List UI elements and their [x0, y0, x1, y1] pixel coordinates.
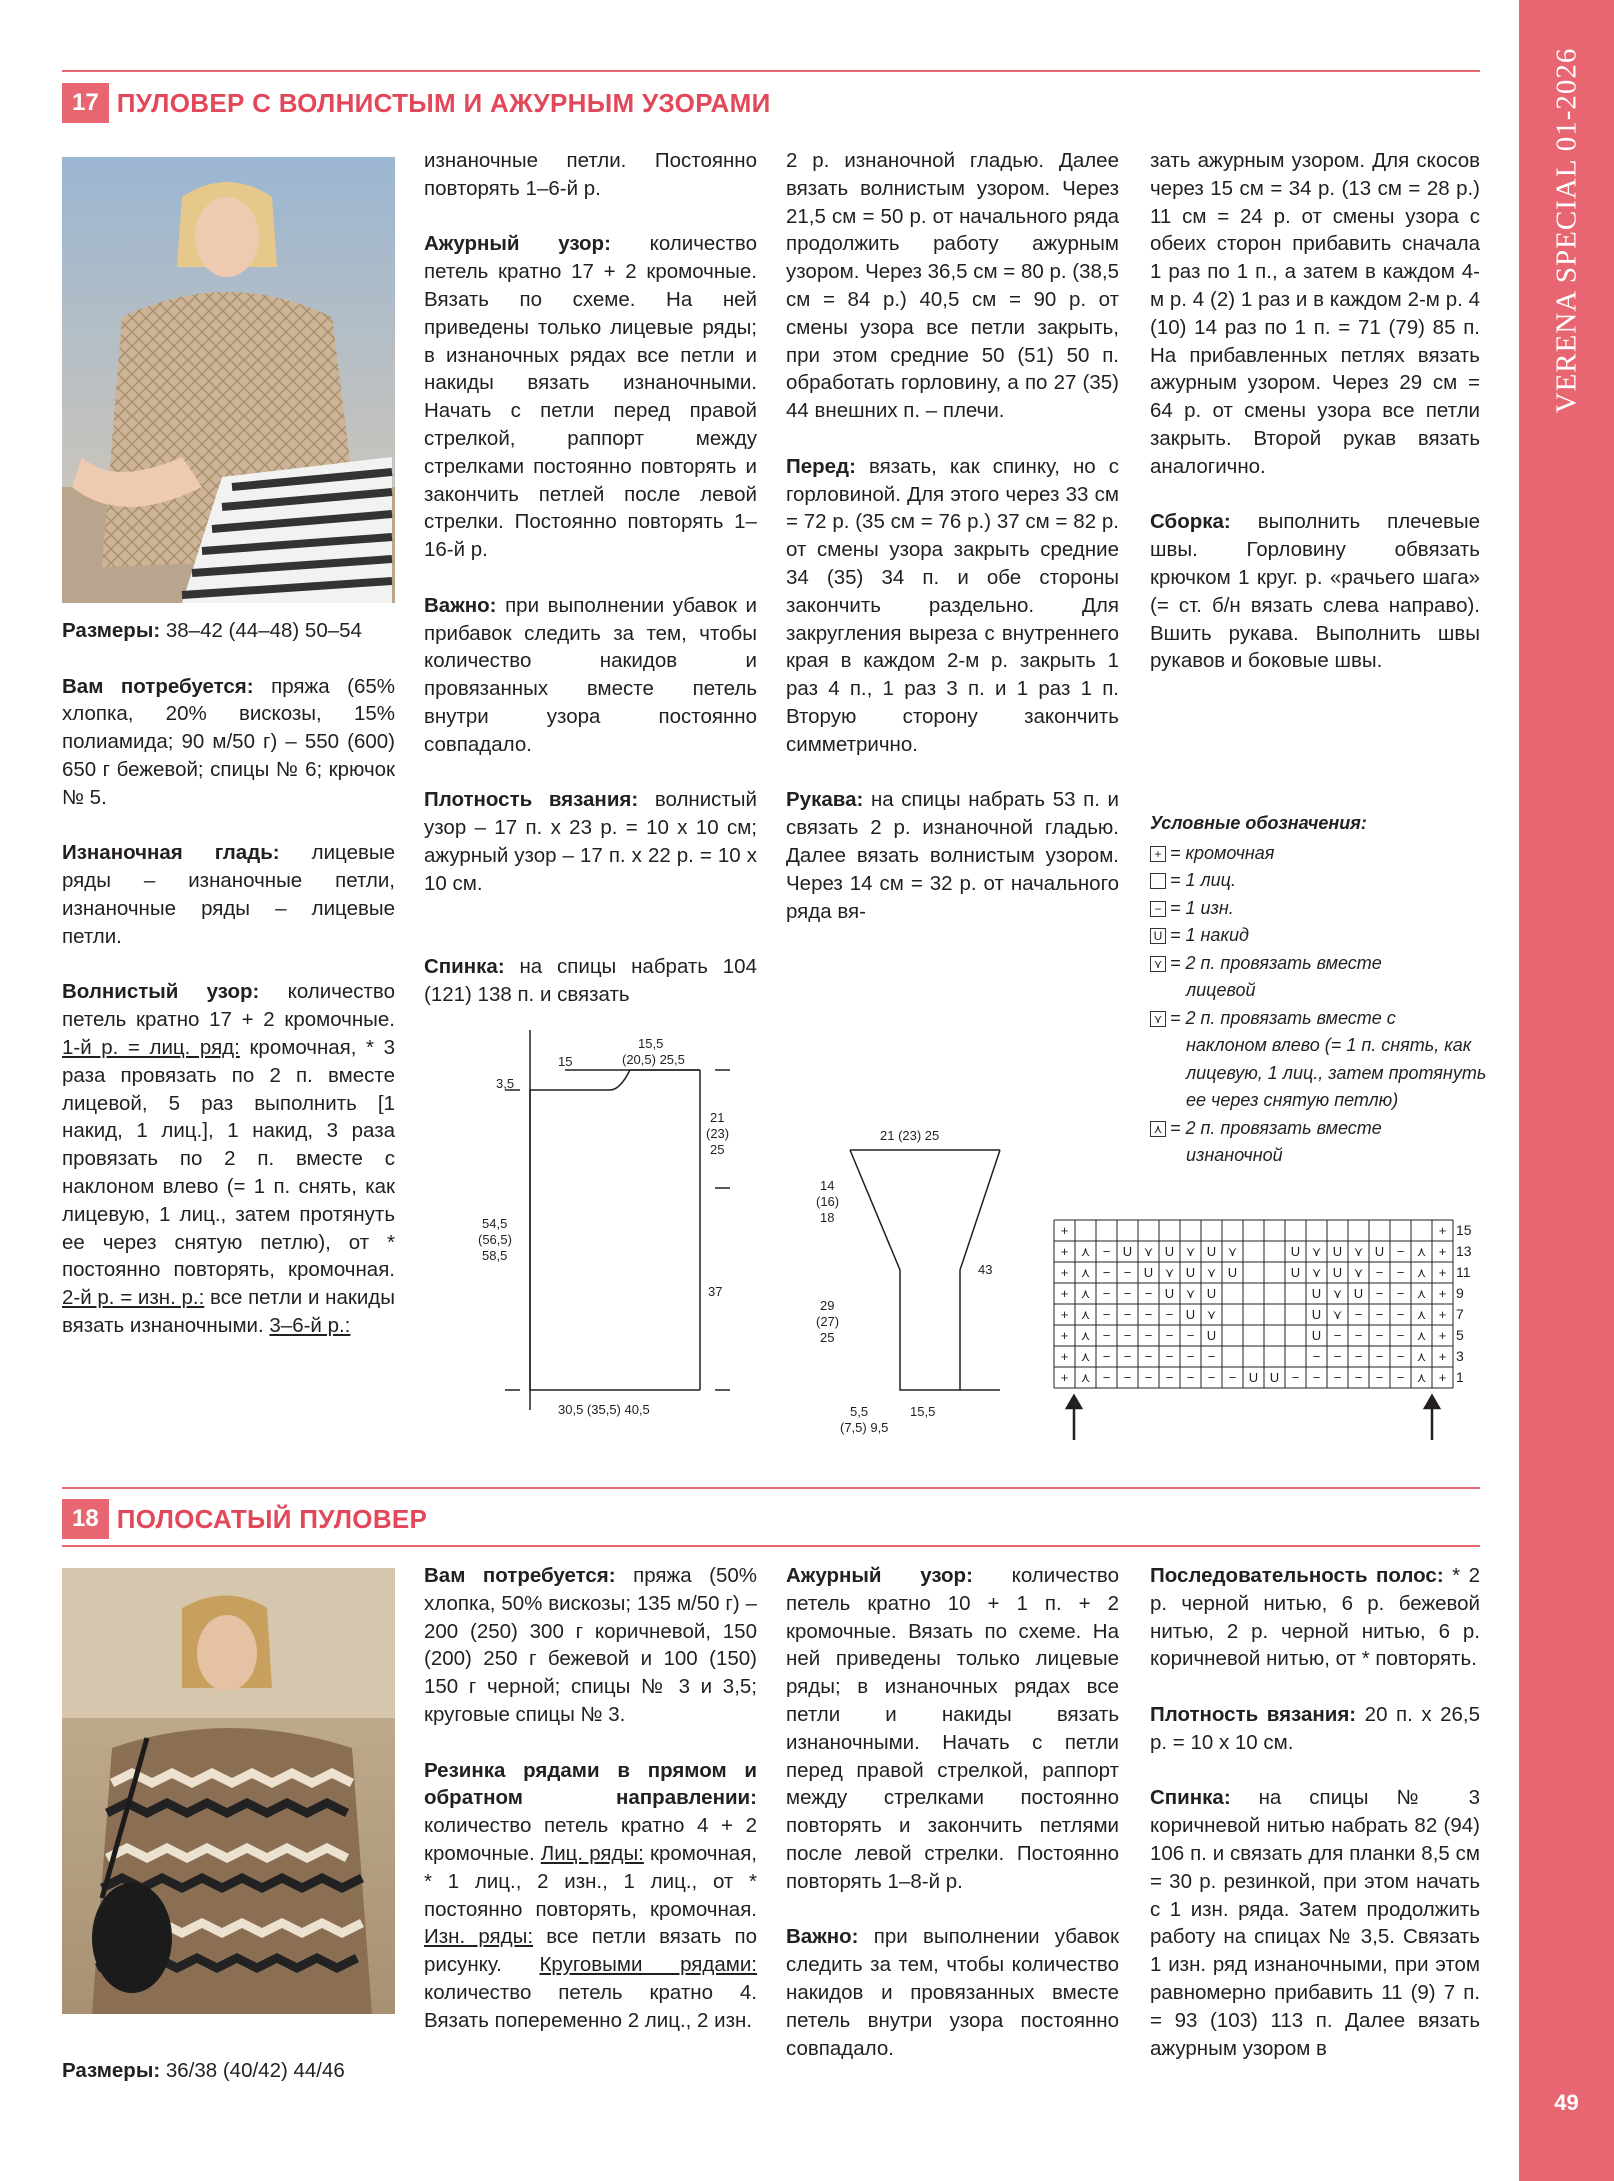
knitting-chart: [1050, 1218, 1490, 1448]
chart-symbol: −: [1396, 1307, 1405, 1322]
chart-symbol: +: [1438, 1370, 1447, 1385]
chart-symbol: U: [1290, 1244, 1301, 1259]
chart-symbol: +: [1438, 1307, 1447, 1322]
chart-symbol: +: [1438, 1328, 1447, 1343]
chart-symbol: −: [1102, 1307, 1111, 1322]
chart-symbol: −: [1312, 1370, 1321, 1385]
k2tog-icon: ⋎: [1150, 956, 1166, 972]
chart-symbol: −: [1354, 1307, 1363, 1322]
chart-symbol: ⋏: [1080, 1370, 1091, 1385]
chart-symbol: ⋎: [1227, 1244, 1238, 1259]
chart-symbol: ⋎: [1332, 1307, 1343, 1322]
chart-symbol: ⋏: [1080, 1328, 1091, 1343]
ssk-icon: ⋎: [1150, 1011, 1166, 1027]
chart-symbol: U: [1206, 1328, 1217, 1343]
section-title: ПОЛОСАТЫЙ ПУЛОВЕР: [116, 1503, 428, 1534]
s17-gauge: Плотность вязания: волнистый узор – 17 п. х 23 р. = 10 х 10 см; ажурный узор – 17 п. х 22 р. = 10 х 10 см.: [424, 788, 757, 895]
legend-item: U = 1 накид: [1150, 922, 1490, 950]
dim-text: 25: [820, 1330, 835, 1345]
chart-symbol: +: [1060, 1244, 1069, 1259]
s17-sleeves-text-1: на спицы набрать 53 п. и связать 2 р. изнаночной гладью. Далее вязать волнистым узором. Через 14 см = 32 р. от начального ряда вя-: [786, 788, 1119, 923]
chart-symbol: −: [1144, 1349, 1153, 1364]
chart-symbol: ⋎: [1311, 1265, 1322, 1280]
chart-symbol: −: [1144, 1370, 1153, 1385]
s18-column-3: [786, 1562, 1119, 2090]
sweater-17-photo: [62, 157, 395, 603]
edge-stitch-icon: +: [1150, 846, 1166, 862]
chart-symbol: +: [1438, 1265, 1447, 1280]
s18-back: Спинка: на спицы № 3 коричневой нитью набрать 82 (94) 106 п. и связать для планки 8,5 см = 30 р. резинкой, при этом начать с 1 изн. ряда. Затем продолжить работу на спицах № 3,5. Связать 1 изн. ряд изнаночными, при этом равномерно прибавить 11 (9) 7 п. = 93 (103) 113 п. Далее вязать ажурным узором в: [1150, 1786, 1481, 2060]
chart-symbol: ⋏: [1080, 1349, 1091, 1364]
chart-symbol: U: [1311, 1307, 1322, 1322]
chart-symbol: −: [1396, 1265, 1405, 1280]
legend-item: ⋏ = 2 п. провязать вместе: [1150, 1115, 1490, 1143]
chart-symbol: −: [1312, 1349, 1321, 1364]
chart-symbol: −: [1102, 1328, 1111, 1343]
s17-openwork: Ажурный узор: количество петель кратно 17 + 2 кромочные. Вязать по схеме. На ней приведены только лицевые ряды; в изнаночных рядах все петли и накиды вязать изнаночными. Начать с петли перед правой стрелкой, раппорт между стрелками постоянно повторять и закончить петлей после левой стрелки. Постоянно повторять 1–16-й р.: [424, 232, 757, 562]
legend-item-cont: лицевой: [1186, 980, 1256, 1000]
dim-text: 14: [820, 1178, 835, 1193]
chart-symbol: −: [1396, 1328, 1405, 1343]
s17-materials: Вам потребуется: пряжа (65% хлопка, 20% вискозы, 15% полиамида; 90 м/50 г) – 550 (600) 650 г бежевой; спицы № 6; крючок № 5.: [62, 674, 395, 809]
s17-sleeves-cont: [1150, 147, 1480, 481]
s17-wave-cont: изнаночные петли. Постоянно повторять 1–6-й р.: [424, 149, 757, 200]
chart-symbol: −: [1396, 1349, 1405, 1364]
row-number: 11: [1456, 1264, 1471, 1280]
s17-assembly: Сборка: выполнить плечевые швы. Горловину обвязать крючком 1 круг. р. «рачьего шага» (= ст. б/н вязать слева направо). Вшить рукава. Выполнить швы рукавов и боковые швы.: [1150, 510, 1480, 673]
chart-symbol: −: [1102, 1265, 1111, 1280]
chart-symbol: ⋏: [1080, 1307, 1091, 1322]
chart-symbol: −: [1375, 1328, 1384, 1343]
chart-symbol: −: [1144, 1328, 1153, 1343]
row-number: 13: [1456, 1243, 1472, 1259]
section-number: 18: [62, 1499, 109, 1539]
chart-symbol: −: [1207, 1370, 1216, 1385]
chart-symbol: ⋎: [1206, 1307, 1217, 1322]
chart-symbol: −: [1354, 1349, 1363, 1364]
dim-text: (27): [816, 1314, 840, 1329]
sweater-18-photo: [62, 1568, 395, 2014]
chart-symbol: ⋏: [1416, 1265, 1427, 1280]
chart-symbol: +: [1060, 1328, 1069, 1343]
section-divider: [62, 70, 1480, 72]
s18-openwork: Ажурный узор: количество петель кратно 10 + 1 п. + 2 кромочные. Вязать по схеме. На ней приведены только лицевые ряды; в изнаночных рядах все петли и накиды вязать изнаночными. Начать с петли перед правой стрелкой, раппорт между стрелками постоянно повторять и закончить петлями после левой стрелки. Постоянно повторять 1–8-й р.: [786, 1564, 1119, 1893]
chart-legend: [1150, 810, 1490, 1170]
chart-symbol: ⋏: [1416, 1349, 1427, 1364]
chart-symbol: −: [1354, 1370, 1363, 1385]
s17-back-text-1: на спицы набрать 104 (121) 138 п. и связать: [424, 955, 757, 1006]
chart-symbol: −: [1123, 1328, 1132, 1343]
s18-stripes: Последовательность полос: * 2 р. черной нитью, 6 р. бежевой нитью, 2 р. черной нитью, 6 р. коричневой нитью, от * повторять.: [1150, 1564, 1480, 1671]
dim-text: 15,5: [638, 1036, 664, 1051]
chart-symbol: −: [1186, 1370, 1195, 1385]
chart-symbol: −: [1165, 1328, 1174, 1343]
row-number: 1: [1456, 1369, 1464, 1385]
chart-symbol: −: [1144, 1286, 1153, 1301]
s18-column-2: [424, 1562, 757, 2062]
chart-symbol: −: [1165, 1349, 1174, 1364]
row-number: 7: [1456, 1306, 1464, 1322]
chart-symbol: −: [1396, 1244, 1405, 1259]
s17-back-start: Спинка: на спицы набрать 104 (121) 138 п. и связать: [424, 955, 757, 1006]
chart-symbol: +: [1438, 1286, 1447, 1301]
chart-symbol: ⋏: [1416, 1307, 1427, 1322]
p2tog-icon: ⋏: [1150, 1121, 1166, 1137]
section-divider: [62, 1487, 1480, 1489]
row-number: 9: [1456, 1285, 1464, 1301]
chart-symbol: +: [1438, 1349, 1447, 1364]
legend-title: Условные обозначения:: [1150, 813, 1367, 833]
chart-symbol: U: [1248, 1370, 1259, 1385]
chart-symbol: ⋎: [1164, 1265, 1175, 1280]
section-17-header: [62, 83, 771, 123]
dim-text: 54,5: [482, 1216, 508, 1231]
s18-important: Важно: при выполнении убавок следить за тем, чтобы количество накидов и провязанных вместе петель внутри узора постоянно совпадало.: [786, 1925, 1119, 2060]
chart-symbol: U: [1185, 1265, 1196, 1280]
legend-item: + = кромочная: [1150, 840, 1490, 868]
chart-symbol: +: [1060, 1349, 1069, 1364]
purl-stitch-icon: −: [1150, 901, 1166, 917]
row-number: 15: [1456, 1222, 1472, 1238]
legend-item-cont: изнаночной: [1186, 1145, 1283, 1165]
s17-front: Перед: вязать, как спинку, но с горловиной. Для этого через 33 см = 72 р. (35 см = 76 р.) 37 см = 82 р. от смены узора закрыть средние 34 (35) 34 п. и обе стороны закончить раздельно. Для закругления выреза с внутреннего края в каждом 2-м р. закрыть 1 раз 4 п., 1 раз 3 п. и 1 раз 1 п. Вторую сторону закончить симметрично.: [786, 454, 1119, 756]
chart-symbol: U: [1164, 1286, 1175, 1301]
dim-text: 3,5: [496, 1076, 515, 1091]
s17-column-1: [62, 617, 395, 1368]
chart-symbol: U: [1290, 1265, 1301, 1280]
chart-symbol: ⋎: [1332, 1286, 1343, 1301]
chart-symbol: −: [1333, 1349, 1342, 1364]
chart-symbol: −: [1102, 1286, 1111, 1301]
dim-text: (56,5): [478, 1232, 512, 1247]
chart-symbol: +: [1438, 1223, 1447, 1238]
chart-symbol: −: [1123, 1349, 1132, 1364]
chart-symbol: +: [1060, 1223, 1069, 1238]
dim-text: (20,5) 25,5: [622, 1052, 685, 1067]
sleeve-schematic: [816, 1110, 1020, 1450]
chart-symbol: −: [1396, 1370, 1405, 1385]
back-schematic: [470, 1030, 750, 1430]
chart-symbol: −: [1123, 1265, 1132, 1280]
dim-text: 15: [558, 1054, 573, 1069]
chart-symbol: U: [1143, 1265, 1154, 1280]
dim-text: 43: [978, 1262, 993, 1277]
chart-symbol: ⋏: [1080, 1244, 1091, 1259]
chart-symbol: −: [1123, 1286, 1132, 1301]
chart-symbol: U: [1206, 1244, 1217, 1259]
chart-symbol: −: [1375, 1370, 1384, 1385]
chart-symbol: U: [1164, 1244, 1175, 1259]
chart-symbol: ⋎: [1353, 1265, 1364, 1280]
s18-gauge: Плотность вязания: 20 п. х 26,5 р. = 10 х 10 см.: [1150, 1702, 1480, 1754]
chart-symbol: −: [1375, 1349, 1384, 1364]
chart-symbol: −: [1291, 1370, 1300, 1385]
chart-symbol: U: [1332, 1265, 1343, 1280]
chart-symbol: U: [1374, 1244, 1385, 1259]
section-title: ПУЛОВЕР С ВОЛНИСТЫМ И АЖУРНЫМ УЗОРАМИ: [116, 87, 771, 118]
chart-symbol: U: [1227, 1265, 1238, 1280]
s18-sizes: Размеры: 36/38 (40/42) 44/46: [62, 2059, 345, 2082]
dim-text: 18: [820, 1210, 835, 1225]
chart-symbol: U: [1311, 1286, 1322, 1301]
s17-important: Важно: при выполнении убавок и прибавок следить за тем, чтобы количество накидов и провязанных вместе петель внутри узора постоянно совпадало.: [424, 593, 757, 756]
s17-column-2: [424, 147, 757, 925]
chart-symbol: −: [1333, 1370, 1342, 1385]
chart-symbol: −: [1102, 1349, 1111, 1364]
dim-text: 25: [710, 1142, 725, 1157]
chart-symbol: −: [1375, 1307, 1384, 1322]
s17-back: [786, 147, 1119, 425]
chart-symbol: +: [1060, 1286, 1069, 1301]
chart-symbol: U: [1206, 1286, 1217, 1301]
chart-symbol: ⋎: [1311, 1244, 1322, 1259]
chart-symbol: −: [1375, 1265, 1384, 1280]
chart-symbol: +: [1060, 1370, 1069, 1385]
chart-symbol: −: [1333, 1328, 1342, 1343]
s17-sleeves-text-2: зать ажурным узором. Для скосов через 15 см = 34 р. (13 см = 28 р.) 11 см = 24 р. от смены узора с обеих сторон прибавить сначала 1 раз по 1 п., а затем в каждом 4-м р. 4 (2) 1 раз и в каждом 2-м р. 4 (10) 14 раз по 1 п. = 71 (79) 85 п. На прибавленных петлях вязать ажурным узором. Через 29 см = 64 р. от смены узора все петли закрыть. Второй рукав вязать аналогично.: [1150, 149, 1480, 478]
dim-text: 29: [820, 1298, 835, 1313]
s18-rib: Резинка рядами в прямом и обратном направлении: количество петель кратно 4 + 2 кромочные. Лиц. ряды: кромочная, * 1 лиц., 2 изн., 1 лиц., от * постоянно повторять, кромочная. Изн. ряды: все петли вязать по рисунку. Круговыми рядами: количество петель кратно 4. Вязать попеременно 2 лиц., 2 изн.: [424, 1758, 758, 2032]
s17-column-4: [1150, 147, 1480, 703]
chart-symbol: U: [1185, 1307, 1196, 1322]
chart-symbol: −: [1165, 1307, 1174, 1322]
chart-symbol: U: [1122, 1244, 1133, 1259]
dim-text: (23): [706, 1126, 730, 1141]
chart-symbol: −: [1396, 1286, 1405, 1301]
dim-text: 21 (23) 25: [880, 1128, 940, 1143]
dim-text: (16): [816, 1194, 840, 1209]
chart-symbol: U: [1353, 1286, 1364, 1301]
dim-text: 37: [708, 1284, 723, 1299]
chart-symbol: ⋏: [1080, 1286, 1091, 1301]
chart-symbol: ⋎: [1185, 1244, 1196, 1259]
chart-symbol: U: [1269, 1370, 1280, 1385]
chart-symbol: −: [1186, 1328, 1195, 1343]
section-18-header: [62, 1499, 427, 1539]
legend-item-cont: наклоном влево (= 1 п. снять, как лицевую, 1 лиц., затем протянуть ее через снятую петлю): [1186, 1035, 1487, 1110]
chart-symbol: −: [1102, 1370, 1111, 1385]
chart-symbol: +: [1438, 1244, 1447, 1259]
chart-symbol: ⋏: [1080, 1265, 1091, 1280]
s17-back-text-2: 2 р. изнаночной гладью. Далее вязать волнистым узором. Через 21,5 см = 50 р. от начального ряда продолжить работу ажурным узором. Через 36,5 см = 80 р. (38,5 см = 84 р.) 40,5 см = 90 р. от смены узора все петли закрыть, при этом средние 50 (51) 50 п. обработать горловину, а по 27 (35) 44 внешних п. – плечи.: [786, 149, 1119, 423]
chart-symbol: ⋏: [1416, 1244, 1427, 1259]
dim-text: 5,5: [850, 1404, 869, 1419]
chart-symbol: −: [1186, 1349, 1195, 1364]
chart-symbol: −: [1165, 1370, 1174, 1385]
chart-symbol: ⋏: [1416, 1370, 1427, 1385]
dim-text: 30,5 (35,5) 40,5: [558, 1402, 650, 1417]
chart-symbol: U: [1332, 1244, 1343, 1259]
chart-symbol: −: [1228, 1370, 1237, 1385]
chart-symbol: ⋎: [1143, 1244, 1154, 1259]
chart-symbol: −: [1144, 1307, 1153, 1322]
dim-text: 21: [710, 1110, 725, 1125]
chart-symbol: ⋏: [1416, 1286, 1427, 1301]
chart-symbol: −: [1123, 1307, 1132, 1322]
s17-purl-stitch: Изнаночная гладь: лицевые ряды – изнаночные петли, изнаночные ряды – лицевые петли.: [62, 841, 395, 948]
chart-symbol: −: [1375, 1286, 1384, 1301]
chart-symbol: +: [1060, 1265, 1069, 1280]
legend-item: = 1 лиц.: [1150, 867, 1490, 895]
legend-item: ⋎ = 2 п. провязать вместе с: [1150, 1005, 1490, 1033]
dim-text: 58,5: [482, 1248, 508, 1263]
dim-text: (7,5) 9,5: [840, 1420, 889, 1435]
legend-item: − = 1 изн.: [1150, 895, 1490, 923]
s18-column-4: [1150, 1562, 1480, 2090]
s17-sizes: Размеры: 38–42 (44–48) 50–54: [62, 619, 362, 642]
dim-text: 15,5: [910, 1404, 936, 1419]
s17-column-3: [786, 147, 1119, 953]
row-number: 5: [1456, 1327, 1464, 1343]
chart-symbol: −: [1102, 1244, 1111, 1259]
s17-wave-pattern: Волнистый узор: количество петель кратно 17 + 2 кромочные. 1-й р. = лиц. ряд: кромочная, * 3 раза провязать по 2 п. вместе лицевой, 5 раз выполнить [1 накид, 1 лиц.], 1 накид, 3 раза провязать по 2 п. вместе с наклоном влево (= 1 п. снять, как лицевую, 1 лиц., затем протянуть ее через снятую петлю), от * постоянно повторять, кромочная. 2-й р. = изн. р.: все петли и накиды вязать изнаночными. 3–6-й р.:: [62, 980, 396, 1337]
magazine-brand: VERENA SPECIAL 01-2026: [1550, 47, 1582, 413]
chart-symbol: −: [1207, 1349, 1216, 1364]
legend-item: ⋎ = 2 п. провязать вместе: [1150, 950, 1490, 978]
magazine-sidebar: [1519, 0, 1614, 2181]
yarn-over-icon: U: [1150, 928, 1166, 944]
chart-symbol: ⋎: [1353, 1244, 1364, 1259]
page-number: 49: [1554, 2090, 1579, 2115]
knit-stitch-icon: [1150, 873, 1166, 889]
chart-symbol: −: [1123, 1370, 1132, 1385]
chart-symbol: −: [1354, 1328, 1363, 1343]
chart-symbol: +: [1060, 1307, 1069, 1322]
chart-symbol: ⋏: [1416, 1328, 1427, 1343]
chart-symbol: ⋎: [1206, 1265, 1217, 1280]
row-number: 3: [1456, 1348, 1464, 1364]
s18-materials: Вам потребуется: пряжа (50% хлопка, 50% вискозы; 135 м/50 г) – 200 (250) 300 г коричневой, 150 (200) 250 г бежевой и 100 (150) 150 г черной; спицы № 3 и 3,5; круговые спицы № 3.: [424, 1564, 757, 1726]
section-number: 17: [62, 83, 109, 123]
chart-symbol: U: [1311, 1328, 1322, 1343]
s17-sleeves-start: Рукава: на спицы набрать 53 п. и связать 2 р. изнаночной гладью. Далее вязать волнистым узором. Через 14 см = 32 р. от начального ряда вя-: [786, 788, 1119, 923]
chart-symbol: ⋎: [1185, 1286, 1196, 1301]
section-divider: [62, 1545, 1480, 1547]
